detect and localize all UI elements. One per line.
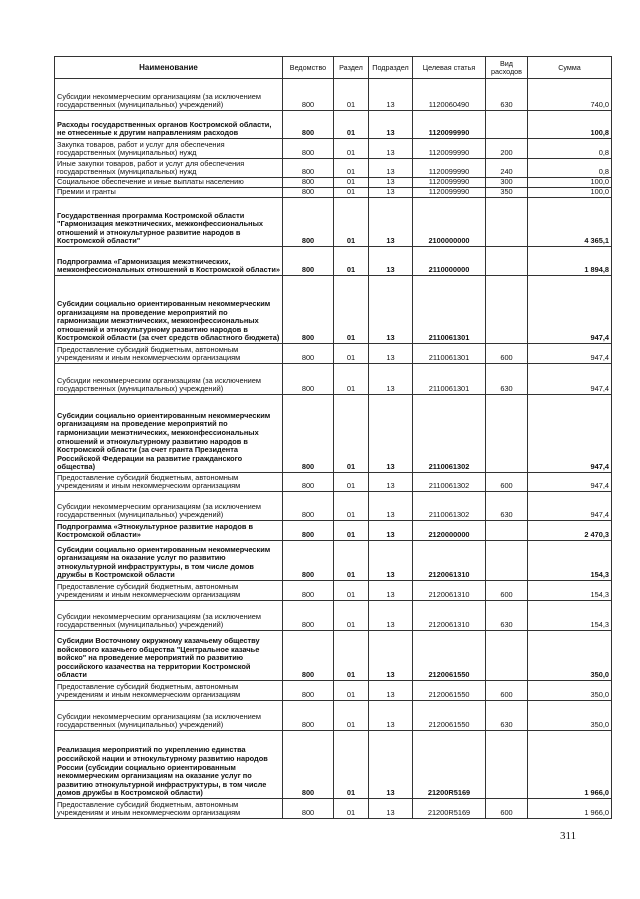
row-section: 01 bbox=[334, 364, 369, 395]
row-section: 01 bbox=[334, 159, 369, 178]
row-dept: 800 bbox=[283, 731, 334, 799]
row-exp-type: 630 bbox=[486, 701, 528, 731]
row-section: 01 bbox=[334, 492, 369, 521]
row-sum: 2 470,3 bbox=[528, 521, 612, 541]
row-exp-type: 630 bbox=[486, 492, 528, 521]
row-section: 01 bbox=[334, 799, 369, 819]
row-name: Реализация мероприятий по укреплению единства российской нации и этнокультурному развитию народов России (субсидии социально ориентированным некоммерческим организациям на оказание услуг по развитию этнокультурной инфраструктуры, в том числе домов дружбы в Костромской области) bbox=[55, 731, 283, 799]
row-subsection: 13 bbox=[369, 159, 413, 178]
row-subsection: 13 bbox=[369, 178, 413, 188]
row-subsection: 13 bbox=[369, 601, 413, 631]
row-section: 01 bbox=[334, 395, 369, 473]
row-name: Подпрограмма «Гармонизация межэтнических, межконфессиональных отношений в Костромской области» bbox=[55, 247, 283, 276]
row-sum: 100,0 bbox=[528, 188, 612, 198]
row-exp-type: 300 bbox=[486, 178, 528, 188]
row-dept: 800 bbox=[283, 521, 334, 541]
row-section: 01 bbox=[334, 276, 369, 344]
row-dept: 800 bbox=[283, 111, 334, 139]
row-target: 2120061550 bbox=[413, 701, 486, 731]
row-sum: 947,4 bbox=[528, 492, 612, 521]
header-subsection: Подраздел bbox=[369, 57, 413, 79]
row-exp-type: 600 bbox=[486, 799, 528, 819]
table-row bbox=[55, 701, 612, 731]
row-dept: 800 bbox=[283, 198, 334, 247]
table-row bbox=[55, 473, 612, 492]
table-row bbox=[55, 631, 612, 681]
row-section: 01 bbox=[334, 581, 369, 601]
row-target: 2120061310 bbox=[413, 601, 486, 631]
row-subsection: 13 bbox=[369, 276, 413, 344]
row-name: Субсидии некоммерческим организациям (за исключением государственных (муниципальных) учреждений) bbox=[55, 701, 283, 731]
row-sum: 100,8 bbox=[528, 111, 612, 139]
row-exp-type: 630 bbox=[486, 601, 528, 631]
row-exp-type: 240 bbox=[486, 159, 528, 178]
row-exp-type bbox=[486, 198, 528, 247]
row-dept: 800 bbox=[283, 395, 334, 473]
row-sum: 100,0 bbox=[528, 178, 612, 188]
row-dept: 800 bbox=[283, 139, 334, 159]
row-section: 01 bbox=[334, 79, 369, 111]
row-sum: 350,0 bbox=[528, 681, 612, 701]
row-exp-type: 630 bbox=[486, 364, 528, 395]
row-name: Закупка товаров, работ и услуг для обеспечения государственных (муниципальных) нужд bbox=[55, 139, 283, 159]
row-target: 1120099990 bbox=[413, 188, 486, 198]
table-row bbox=[55, 681, 612, 701]
row-section: 01 bbox=[334, 139, 369, 159]
row-exp-type bbox=[486, 731, 528, 799]
row-subsection: 13 bbox=[369, 198, 413, 247]
row-name: Предоставление субсидий бюджетным, автономным учреждениям и иным некоммерческим организациям bbox=[55, 681, 283, 701]
row-name: Субсидии некоммерческим организациям (за исключением государственных (муниципальных) учреждений) bbox=[55, 492, 283, 521]
table-row bbox=[55, 79, 612, 111]
table-row bbox=[55, 521, 612, 541]
row-sum: 0,8 bbox=[528, 159, 612, 178]
row-target: 1120099990 bbox=[413, 159, 486, 178]
row-exp-type bbox=[486, 631, 528, 681]
row-sum: 1 966,0 bbox=[528, 799, 612, 819]
row-name: Иные закупки товаров, работ и услуг для обеспечения государственных (муниципальных) нужд bbox=[55, 159, 283, 178]
row-subsection: 13 bbox=[369, 111, 413, 139]
row-sum: 947,4 bbox=[528, 395, 612, 473]
row-target: 2110061302 bbox=[413, 473, 486, 492]
row-target: 2110061301 bbox=[413, 344, 486, 364]
row-subsection: 13 bbox=[369, 701, 413, 731]
row-section: 01 bbox=[334, 178, 369, 188]
row-exp-type bbox=[486, 521, 528, 541]
row-dept: 800 bbox=[283, 799, 334, 819]
row-target: 2110061302 bbox=[413, 395, 486, 473]
row-name: Субсидии некоммерческим организациям (за исключением государственных (муниципальных) учреждений) bbox=[55, 601, 283, 631]
row-target: 1120099990 bbox=[413, 178, 486, 188]
row-sum: 0,8 bbox=[528, 139, 612, 159]
row-subsection: 13 bbox=[369, 473, 413, 492]
row-dept: 800 bbox=[283, 581, 334, 601]
row-target: 2110061301 bbox=[413, 364, 486, 395]
row-target: 1120099990 bbox=[413, 111, 486, 139]
row-target: 2120061310 bbox=[413, 581, 486, 601]
table-row bbox=[55, 188, 612, 198]
row-exp-type bbox=[486, 276, 528, 344]
row-dept: 800 bbox=[283, 492, 334, 521]
row-subsection: 13 bbox=[369, 581, 413, 601]
header-exp-type: Вид расходов bbox=[486, 57, 528, 79]
table-row bbox=[55, 198, 612, 247]
row-exp-type: 350 bbox=[486, 188, 528, 198]
header-section: Раздел bbox=[334, 57, 369, 79]
row-dept: 800 bbox=[283, 79, 334, 111]
row-dept: 800 bbox=[283, 364, 334, 395]
row-target: 2120000000 bbox=[413, 521, 486, 541]
row-name: Расходы государственных органов Костромской области, не отнесенные к другим направлениям расходов bbox=[55, 111, 283, 139]
row-subsection: 13 bbox=[369, 521, 413, 541]
header-name: Наименование bbox=[55, 57, 283, 79]
row-subsection: 13 bbox=[369, 799, 413, 819]
row-name: Предоставление субсидий бюджетным, автономным учреждениям и иным некоммерческим организациям bbox=[55, 344, 283, 364]
row-sum: 350,0 bbox=[528, 631, 612, 681]
row-sum: 947,4 bbox=[528, 473, 612, 492]
row-name: Подпрограмма «Этнокультурное развитие народов в Костромской области» bbox=[55, 521, 283, 541]
row-section: 01 bbox=[334, 601, 369, 631]
row-sum: 4 365,1 bbox=[528, 198, 612, 247]
row-sum: 1 966,0 bbox=[528, 731, 612, 799]
row-exp-type: 600 bbox=[486, 681, 528, 701]
row-sum: 1 894,8 bbox=[528, 247, 612, 276]
row-exp-type: 200 bbox=[486, 139, 528, 159]
row-exp-type: 630 bbox=[486, 79, 528, 111]
row-sum: 740,0 bbox=[528, 79, 612, 111]
row-name: Субсидии Восточному окружному казачьему обществу войскового казачьего общества "Центральное казачье войско" на проведение мероприятий по развитию российского казачества на территории Костромской области bbox=[55, 631, 283, 681]
row-target: 1120099990 bbox=[413, 139, 486, 159]
row-dept: 800 bbox=[283, 159, 334, 178]
header-dept: Ведомство bbox=[283, 57, 334, 79]
row-target: 2100000000 bbox=[413, 198, 486, 247]
row-exp-type bbox=[486, 111, 528, 139]
row-dept: 800 bbox=[283, 344, 334, 364]
row-target: 2110061302 bbox=[413, 492, 486, 521]
row-sum: 154,3 bbox=[528, 581, 612, 601]
row-target: 2120061310 bbox=[413, 541, 486, 581]
header-sum: Сумма bbox=[528, 57, 612, 79]
row-sum: 350,0 bbox=[528, 701, 612, 731]
table-row bbox=[55, 364, 612, 395]
row-target: 1120060490 bbox=[413, 79, 486, 111]
table-row bbox=[55, 581, 612, 601]
row-sum: 154,3 bbox=[528, 541, 612, 581]
table-row bbox=[55, 731, 612, 799]
row-section: 01 bbox=[334, 521, 369, 541]
table-row bbox=[55, 492, 612, 521]
row-exp-type: 600 bbox=[486, 344, 528, 364]
row-section: 01 bbox=[334, 247, 369, 276]
page-number: 311 bbox=[560, 830, 577, 842]
budget-table-sheet bbox=[54, 56, 611, 819]
row-name: Предоставление субсидий бюджетным, автономным учреждениям и иным некоммерческим организациям bbox=[55, 473, 283, 492]
row-dept: 800 bbox=[283, 473, 334, 492]
row-exp-type: 600 bbox=[486, 473, 528, 492]
row-subsection: 13 bbox=[369, 681, 413, 701]
row-dept: 800 bbox=[283, 178, 334, 188]
table-row bbox=[55, 601, 612, 631]
row-exp-type: 600 bbox=[486, 581, 528, 601]
row-name: Субсидии социально ориентированным некоммерческим организациям на проведение мероприятий по гармонизации межэтнических, межконфессиональных отношений и этнокультурному развитию народов в Костромской области (за счет гранта Президента Российской Федерации на развитие гражданского общества) bbox=[55, 395, 283, 473]
row-dept: 800 bbox=[283, 541, 334, 581]
row-section: 01 bbox=[334, 731, 369, 799]
table-header-row bbox=[55, 57, 612, 79]
row-name: Субсидии социально ориентированным некоммерческим организациям на проведение мероприятий по гармонизации межэтнических, межконфессиональных отношений и этнокультурному развитию народов в Костромской области (за счет средств областного бюджета) bbox=[55, 276, 283, 344]
row-name: Субсидии некоммерческим организациям (за исключением государственных (муниципальных) учреждений) bbox=[55, 79, 283, 111]
row-exp-type bbox=[486, 541, 528, 581]
row-name: Предоставление субсидий бюджетным, автономным учреждениям и иным некоммерческим организациям bbox=[55, 581, 283, 601]
table-row bbox=[55, 344, 612, 364]
table-body bbox=[55, 79, 612, 819]
row-section: 01 bbox=[334, 473, 369, 492]
row-dept: 800 bbox=[283, 247, 334, 276]
table-row bbox=[55, 799, 612, 819]
row-target: 2120061550 bbox=[413, 681, 486, 701]
table-row bbox=[55, 159, 612, 178]
row-subsection: 13 bbox=[369, 344, 413, 364]
row-dept: 800 bbox=[283, 631, 334, 681]
row-section: 01 bbox=[334, 701, 369, 731]
row-dept: 800 bbox=[283, 276, 334, 344]
row-subsection: 13 bbox=[369, 731, 413, 799]
row-subsection: 13 bbox=[369, 79, 413, 111]
row-section: 01 bbox=[334, 631, 369, 681]
table-row bbox=[55, 178, 612, 188]
row-sum: 947,4 bbox=[528, 276, 612, 344]
row-sum: 947,4 bbox=[528, 364, 612, 395]
row-target: 2110061301 bbox=[413, 276, 486, 344]
table-row bbox=[55, 276, 612, 344]
table-row bbox=[55, 139, 612, 159]
row-subsection: 13 bbox=[369, 395, 413, 473]
table-row bbox=[55, 395, 612, 473]
row-exp-type bbox=[486, 395, 528, 473]
row-name: Государственная программа Костромской области "Гармонизация межэтнических, межконфессиональных отношений и этнокультурное развитие народов в Костромской области" bbox=[55, 198, 283, 247]
row-dept: 800 bbox=[283, 681, 334, 701]
row-name: Предоставление субсидий бюджетным, автономным учреждениям и иным некоммерческим организациям bbox=[55, 799, 283, 819]
table-row bbox=[55, 541, 612, 581]
row-section: 01 bbox=[334, 344, 369, 364]
header-target: Целевая статья bbox=[413, 57, 486, 79]
row-subsection: 13 bbox=[369, 631, 413, 681]
row-target: 21200R5169 bbox=[413, 799, 486, 819]
row-section: 01 bbox=[334, 111, 369, 139]
row-target: 21200R5169 bbox=[413, 731, 486, 799]
row-section: 01 bbox=[334, 188, 369, 198]
row-sum: 947,4 bbox=[528, 344, 612, 364]
row-exp-type bbox=[486, 247, 528, 276]
table-row bbox=[55, 247, 612, 276]
row-target: 2120061550 bbox=[413, 631, 486, 681]
budget-table bbox=[54, 56, 612, 819]
row-sum: 154,3 bbox=[528, 601, 612, 631]
row-subsection: 13 bbox=[369, 364, 413, 395]
row-name: Премии и гранты bbox=[55, 188, 283, 198]
row-section: 01 bbox=[334, 681, 369, 701]
row-section: 01 bbox=[334, 198, 369, 247]
row-target: 2110000000 bbox=[413, 247, 486, 276]
row-subsection: 13 bbox=[369, 492, 413, 521]
row-section: 01 bbox=[334, 541, 369, 581]
row-subsection: 13 bbox=[369, 188, 413, 198]
row-subsection: 13 bbox=[369, 541, 413, 581]
row-dept: 800 bbox=[283, 601, 334, 631]
row-name: Субсидии социально ориентированным некоммерческим организациям на оказание услуг по развитию этнокультурной инфраструктуры, в том числе домов дружбы в Костромской области bbox=[55, 541, 283, 581]
row-subsection: 13 bbox=[369, 247, 413, 276]
row-dept: 800 bbox=[283, 701, 334, 731]
row-name: Социальное обеспечение и иные выплаты населению bbox=[55, 178, 283, 188]
row-dept: 800 bbox=[283, 188, 334, 198]
row-name: Субсидии некоммерческим организациям (за исключением государственных (муниципальных) учреждений) bbox=[55, 364, 283, 395]
table-row bbox=[55, 111, 612, 139]
row-subsection: 13 bbox=[369, 139, 413, 159]
